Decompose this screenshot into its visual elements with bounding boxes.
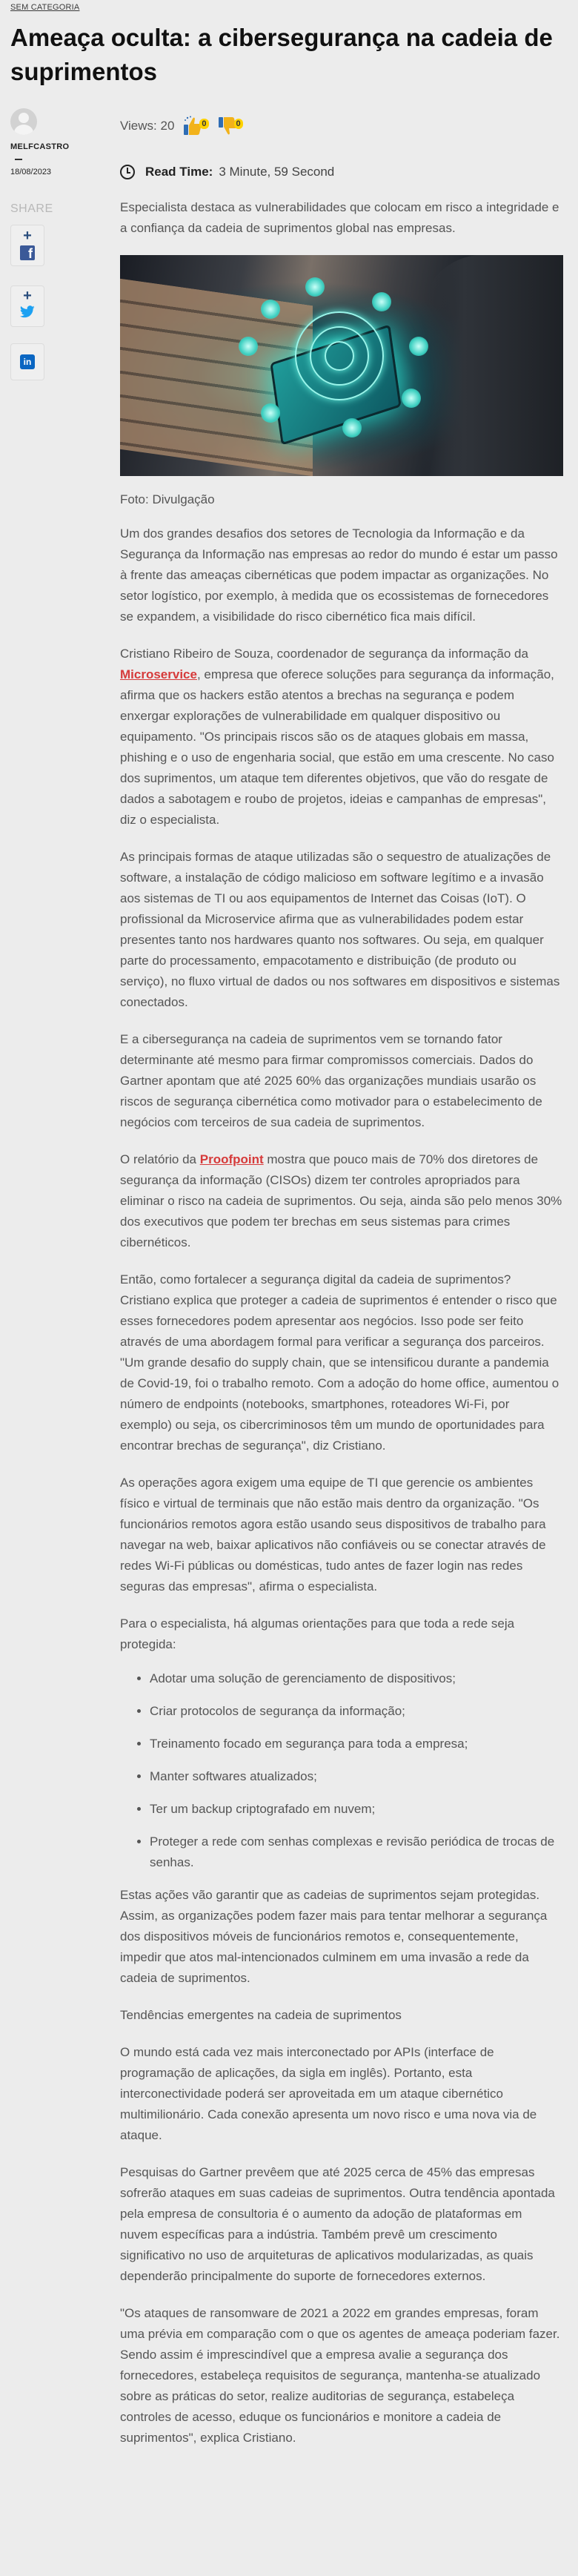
author-avatar [10, 108, 37, 135]
article-lead: Especialista destaca as vulnerabilidades que colocam em risco a integridade e a confiança da cadeia de suprimentos global nas empresas. [120, 200, 559, 235]
hero-image [120, 255, 563, 476]
read-time-label: Read Time: [145, 165, 213, 179]
article-layout [10, 108, 565, 2448]
like-button[interactable] [183, 116, 211, 136]
linkedin-icon: in [20, 354, 35, 369]
author-divider [15, 159, 22, 160]
share-label: SHARE [10, 202, 53, 215]
paragraph: "Os ataques de ransomware de 2021 a 2022 em grandes empresas, foram uma prévia em comparação com o que os agentes de ameaça poderiam fazer. Sendo assim é imprescindível que a empresa avalie a segurança dos fornecedores, estabeleça requisitos de segurança, mantenha-se atualizado sobre as práticas do setor, realize auditorias de segurança, estabeleça controles de acesso, eduque os funcionários e monitore a cadeia de suprimentos", explica Cristiano. [120, 2306, 560, 2445]
paragraph: Cristiano Ribeiro de Souza, coordenador de segurança da informação da Microservice, empresa que oferece soluções para segurança da informação, afirma que os hackers estão atentos a brechas na segurança e podem enxergar explorações de vulnerabilidade em qualquer dispositivo ou equipamento. "Os principais riscos são os de ataques globais em massa, phishing e o uso de engenharia social, que estão em uma crescente. No caso dos suprimentos, um ataque tem diferentes objetivos, que vão do resgate de dados a sabotagem e roubo de projetos, ideias e campanhas de empresas", diz o especialista. [120, 647, 554, 827]
views-count: Views: 20 [120, 119, 175, 133]
linkedin-share-button[interactable] [10, 343, 44, 380]
twitter-share-button[interactable] [10, 285, 44, 327]
microservice-link[interactable]: Microservice [120, 667, 197, 681]
read-time [120, 165, 563, 179]
proofpoint-link[interactable]: Proofpoint [199, 1152, 264, 1166]
publish-date: 18/08/2023 [10, 168, 52, 176]
recommendations-list [120, 1668, 563, 1873]
list-item: • Adotar uma solução de gerenciamento de dispositivos; [150, 1668, 563, 1689]
paragraph: Para o especialista, há algumas orientações para que toda a rede seja protegida: [120, 1616, 515, 1651]
read-time-value: 3 Minute, 59 Second [219, 165, 335, 179]
paragraph: Pesquisas do Gartner prevêem que até 2025 cerca de 45% das empresas sofrerão ataques em suas cadeias de suprimentos. Outra tendência apontada pela empresa de consultoria é o aumento da adoção de plataformas em nuvem específicas para a indústria. Também prevê um crescimento significativo no uso de arquiteturas de aplicativos modularizadas, as quais dependerão principalmente do suporte de fornecedores externos. [120, 2165, 555, 2283]
paragraph: O mundo está cada vez mais interconectado por APIs (interface de programação de aplicações, da sigla em inglês). Portanto, esta interconectividade poderá ser aproveitada em um ataque cibernético multimilionário. Cada conexão apresenta um novo risco e uma nova via de ataque. [120, 2045, 537, 2142]
dislike-button[interactable] [218, 116, 246, 136]
paragraph: Um dos grandes desafios dos setores de Tecnologia da Informação e da Segurança da Informação nas empresas ao redor do mundo é estar um passo à frente das ameaças cibernéticas que podem impactar as organizações. No setor logístico, por exemplo, à medida que os ecossistemas de fornecedores se expandem, a visibilidade do risco cibernético fica mais difícil. [120, 526, 558, 624]
like-count-badge: 0 [199, 119, 208, 129]
clock-icon [120, 165, 135, 179]
list-item: • Manter softwares atualizados; [150, 1766, 563, 1787]
image-caption: Foto: Divulgação [120, 492, 215, 506]
category-link[interactable]: SEM CATEGORIA [10, 3, 80, 12]
list-item: • Ter um backup criptografado em nuvem; [150, 1799, 563, 1820]
list-item: • Criar protocolos de segurança da informação; [150, 1701, 563, 1722]
paragraph: As operações agora exigem uma equipe de TI que gerencie os ambientes físico e virtual de terminais que não estão mais dentro da organização. "Os funcionários remotos agora estão usando seus dispositivos de trabalho para navegar na web, baixar aplicativos não confiáveis ou se conectar através de redes Wi-Fi públicas ou domésticas, tudo antes de fazer login nas redes seguras das empresas", afirma o especialista. [120, 1476, 546, 1594]
list-item: • Proteger a rede com senhas complexas e revisão periódica de trocas de senhas. [150, 1832, 563, 1873]
list-item: • Treinamento focado em segurança para toda a empresa; [150, 1734, 563, 1754]
article-headline: Ameaça oculta: a cibersegurança na cadeia de suprimentos [10, 24, 553, 85]
section-subheading: Tendências emergentes na cadeia de suprimentos [120, 2008, 402, 2022]
stats-row [120, 111, 563, 141]
paragraph: E a cibersegurança na cadeia de suprimentos vem se tornando fator determinante até mesmo para firmar compromissos comerciais. Dados do Gartner apontam que até 2025 60% das organizações mundiais usarão os riscos de segurança cibernética como motivador para o estabelecimento de negócios com terceiros de sua cadeia de suprimentos. [120, 1032, 542, 1129]
twitter-icon [20, 306, 35, 322]
dislike-count-badge: 0 [234, 119, 243, 129]
plus-icon: + [23, 288, 32, 304]
article-main [120, 108, 563, 2448]
author-share-sidebar [10, 108, 120, 2448]
paragraph: O relatório da Proofpoint mostra que pouco mais de 70% dos diretores de segurança da informação (CISOs) dizem ter controles apropriados para eliminar o risco na cadeia de suprimentos. Ou seja, ainda são pelo menos 30% dos executivos que podem ter brechas em seus sistemas para crimes cibernéticos. [120, 1152, 562, 1249]
facebook-share-button[interactable] [10, 225, 44, 266]
paragraph: As principais formas de ataque utilizadas são o sequestro de atualizações de software, a instalação de código malicioso em software legítimo e a invasão aos sistemas de TI ou aos equipamentos de Internet das Coisas (IoT). O profissional da Microservice afirma que as vulnerabilidades podem estar presentes tanto nos hardwares quanto nos softwares. Ou seja, em qualquer parte do processamento, empacotamento e distribuição (de produto ou serviço), no fluxo virtual de dados ou nos softwares em dispositivos e sistemas conectados. [120, 850, 560, 1009]
paragraph: Então, como fortalecer a segurança digital da cadeia de suprimentos? Cristiano explica que proteger a cadeia de suprimentos é entender o risco que esses fornecedores podem apresentar aos negócios. Isso pode ser feito através de uma abordagem formal para verificar a segurança dos parceiros. "Um grande desafio do supply chain, que se intensificou durante a pandemia de Covid-19, foi o trabalho remoto. Com a adoção do home office, aumentou o número de endpoints (notebooks, smartphones, roteadores Wi-Fi, por exemplo) ou seja, os cibercriminosos têm um mundo de oportunidades para encontrar brechas de segurança", diz Cristiano. [120, 1272, 559, 1453]
author-name[interactable]: MELFCASTRO [10, 142, 70, 151]
paragraph: Estas ações vão garantir que as cadeias de suprimentos sejam protegidas. Assim, as organizações podem fazer mais para tentar melhorar a segurança dos dispositivos móveis de funcionários remotos e, consequentemente, impedir que atos mal-intencionados culminem em uma invasão a rede da cadeia de suprimentos. [120, 1888, 548, 1985]
facebook-icon: f [20, 245, 35, 260]
plus-icon: + [23, 227, 32, 244]
